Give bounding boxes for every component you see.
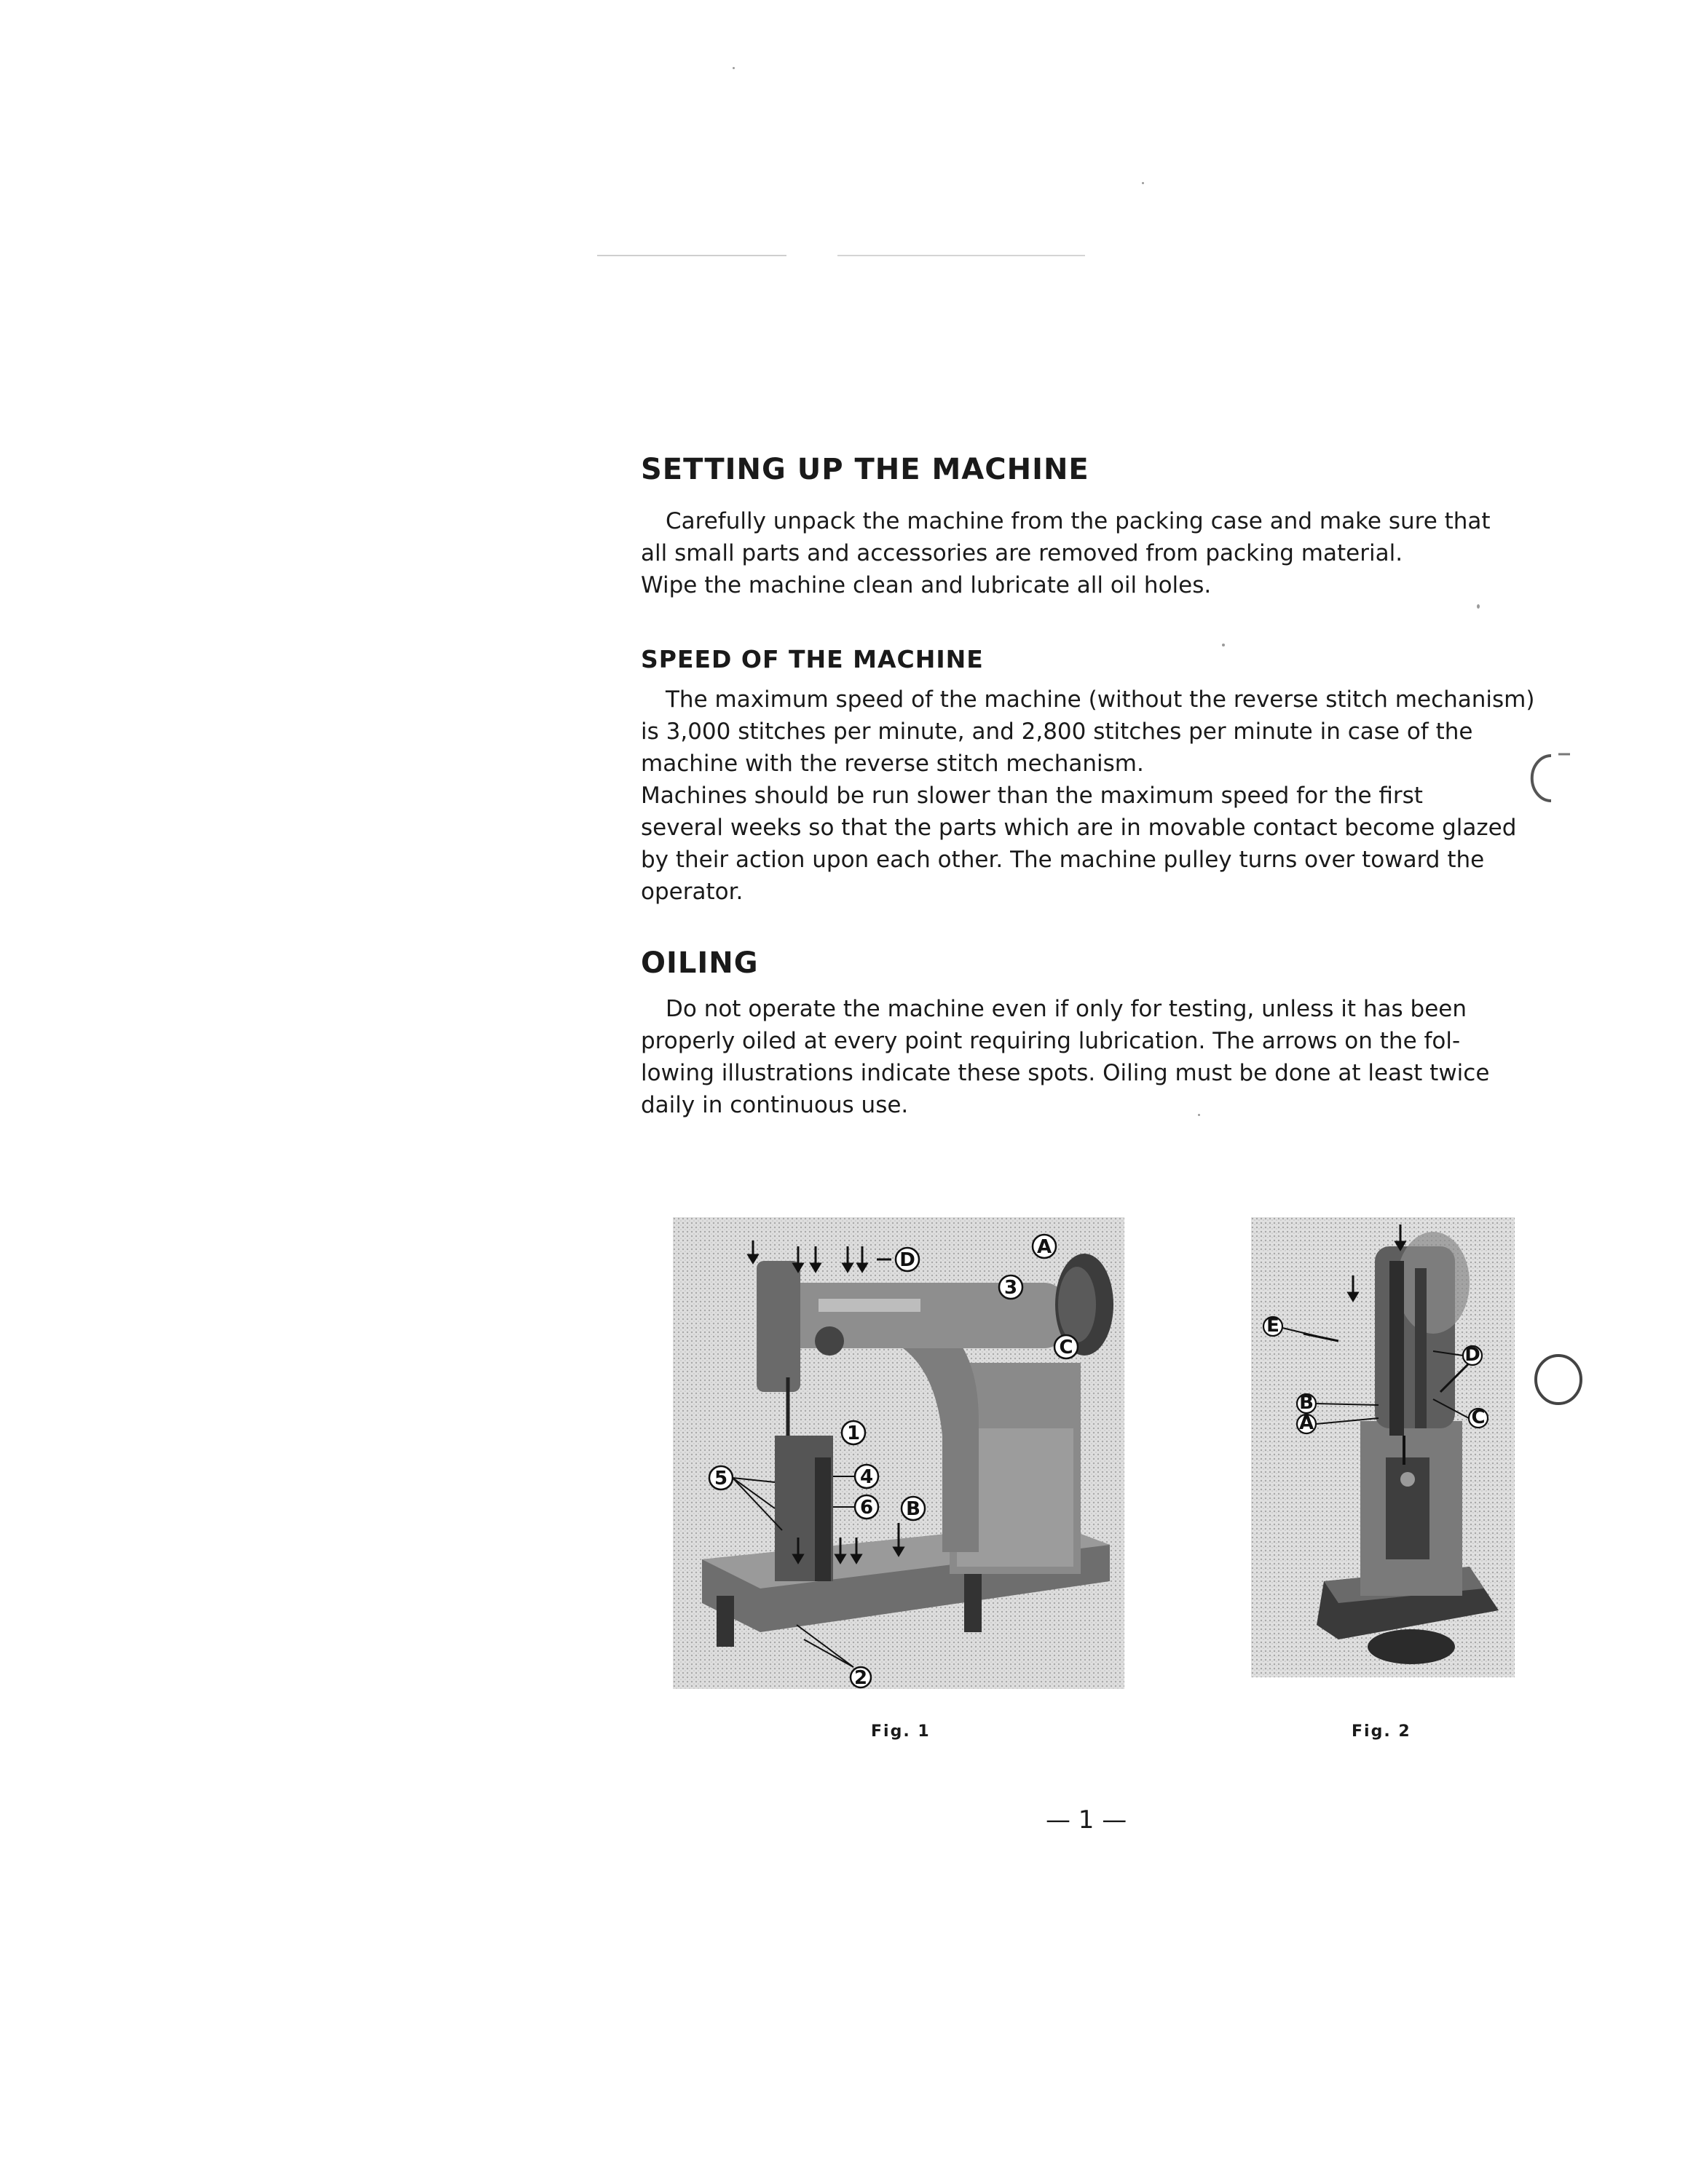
scan-speck <box>733 67 735 69</box>
section-body <box>641 993 1544 1121</box>
text-line: operator. <box>641 879 744 905</box>
callout-label: 2 <box>853 1667 868 1689</box>
section-oiling <box>641 946 1544 1121</box>
section-heading: OILING <box>641 946 759 980</box>
section-heading: SETTING UP THE MACHINE <box>641 453 1089 486</box>
text-line: daily in continuous use. <box>641 1092 909 1118</box>
text-line: lowing illustrations indicate these spots. Oiling must be done at least twice <box>641 1060 1490 1086</box>
scan-speck <box>1477 604 1480 609</box>
callout-label: 6 <box>859 1497 874 1519</box>
callout-label: A <box>1298 1412 1314 1434</box>
scan-streak <box>597 255 786 256</box>
callout-label: 3 <box>1003 1277 1018 1299</box>
callout-label: D <box>899 1249 915 1271</box>
figure-1-image <box>673 1217 1124 1689</box>
text-line: Wipe the machine clean and lubricate all oil holes. <box>641 572 1212 598</box>
callout-label: D <box>1464 1344 1480 1366</box>
scan-streak <box>837 255 1085 256</box>
callout-label: 5 <box>714 1468 728 1489</box>
callout-label: 4 <box>859 1466 874 1488</box>
text-line: several weeks so that the parts which are in movable contact become glazed <box>641 815 1517 841</box>
text-line: is 3,000 stitches per minute, and 2,800 stitches per minute in case of the <box>641 719 1473 745</box>
text-line: Do not operate the machine even if only for testing, unless it has been <box>666 996 1467 1022</box>
text-line: machine with the reverse stitch mechanism. <box>641 751 1144 777</box>
figure-1-caption: Fig. 1 <box>871 1722 931 1741</box>
page-number: — 1 — <box>1046 1805 1127 1835</box>
text-line: Carefully unpack the machine from the packing case and make sure that <box>666 508 1491 534</box>
section-setting-up <box>641 453 1544 601</box>
callout-label: E <box>1266 1315 1279 1337</box>
text-line: Machines should be run slower than the maximum speed for the first <box>641 783 1423 809</box>
sewing-machine-front-illustration <box>1251 1217 1515 1677</box>
figure-2-image <box>1251 1217 1515 1677</box>
callout-label: B <box>1299 1392 1314 1414</box>
text-line: The maximum speed of the machine (without the reverse stitch mechanism) <box>666 687 1535 713</box>
callout-label: C <box>1059 1337 1073 1358</box>
section-speed <box>641 645 1544 908</box>
section-body <box>641 505 1544 601</box>
callout-label: B <box>906 1498 920 1520</box>
callout-label: C <box>1471 1406 1486 1428</box>
text-line: by their action upon each other. The machine pulley turns over toward the <box>641 847 1485 873</box>
text-line: all small parts and accessories are removed from packing material. <box>641 540 1403 566</box>
sewing-machine-illustration <box>673 1217 1124 1689</box>
callout-label: 1 <box>846 1423 861 1444</box>
binder-hole <box>1529 1347 1588 1412</box>
section-heading: SPEED OF THE MACHINE <box>641 645 984 673</box>
scan-speck <box>1142 182 1144 184</box>
figure-2-caption: Fig. 2 <box>1352 1722 1411 1741</box>
section-body <box>641 684 1544 908</box>
callout-label: A <box>1036 1236 1052 1258</box>
text-line: properly oiled at every point requiring lubrication. The arrows on the fol- <box>641 1028 1461 1054</box>
